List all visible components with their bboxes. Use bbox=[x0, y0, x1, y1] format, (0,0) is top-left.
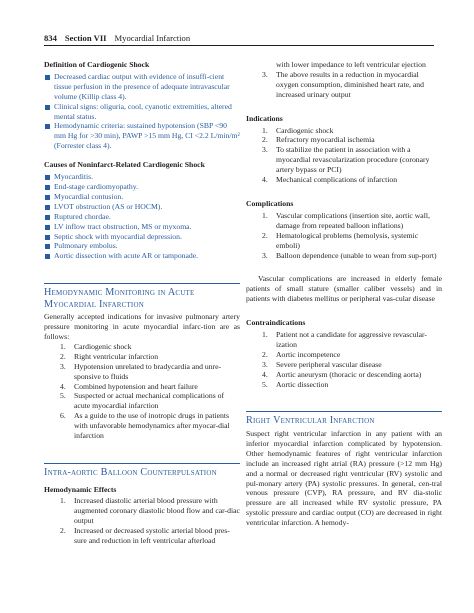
chapter-title: Myocardial Infarction bbox=[114, 33, 191, 43]
list-item: 2. Hematological problems (hemolysis, systemic emboli) bbox=[262, 230, 419, 250]
indications-title: Indications bbox=[246, 113, 283, 123]
list-item: Pulmonary embolus. bbox=[44, 241, 240, 251]
header-rule bbox=[44, 45, 434, 46]
definition-title: Definition of Cardiogenic Shock bbox=[44, 60, 150, 69]
effects-list bbox=[44, 496, 240, 546]
running-header bbox=[44, 29, 434, 43]
definition-list bbox=[44, 72, 240, 151]
complications-list bbox=[246, 211, 442, 261]
list-item: 2. Refractory myocardial ischemia bbox=[262, 135, 375, 145]
hemodynamic-monitoring-heading: Hemodynamic Monitoring in Acute Myocardial Infarction bbox=[44, 283, 240, 310]
iabp-heading: Intra-aortic Balloon Counterpulsation bbox=[44, 463, 240, 479]
hemodynamic-effects-title: Hemodynamic Effects bbox=[44, 484, 117, 494]
rv-infarction-paragraph: Suspect right ventricular infarction in any patient with an inferior myocardial infarction complicated by hypotension. Other hemodynamic features of right ventricular infarction include an increased right atrial (RA) pressure (>12 mm Hg) and a normal or decreased right ventricular (RV) systolic and pul-monary artery (PA) systolic pressures. In general, cen-tral venous pressure (CVP), RA pressure, and RV dia-stolic pressure are all increased while RV systolic pressure, PA systolic pressure and cardiac output (CO) are decreased in right ventricular infarction. A hemody- bbox=[246, 428, 442, 528]
list-item: Clinical signs: oliguria, cool, cyanotic extremities, altered mental status. bbox=[44, 102, 240, 122]
list-item: 4. Mechanical complications of infarction bbox=[262, 175, 398, 185]
section-label: Section VII bbox=[64, 33, 107, 43]
list-item: 3. The above results in a reduction in myocardial oxygen consumption, diminished heart rate, and increased urinary output bbox=[262, 69, 424, 99]
list-item: Decreased cardiac output with evidence of insuffi-cient tissue perfusion in the presence of adequate intravascular volume (Killip class 4). bbox=[44, 72, 240, 102]
list-item: with lower impedance to left ventricular ejection bbox=[276, 60, 426, 69]
list-item: 5. Suspected or actual mechanical complications of acute myocardial infarction bbox=[60, 391, 225, 411]
complications-title: Complications bbox=[246, 198, 294, 208]
left-column bbox=[44, 60, 240, 546]
list-item: 2. Aortic incompetence bbox=[262, 349, 341, 359]
list-item: 2. Right ventricular infarction bbox=[60, 351, 159, 361]
list-item: 2. Increased or decreased systolic arterial blood pres-sure and reduction in left ventricular afterload bbox=[60, 526, 230, 546]
list-item: 6. As a guide to the use of inotropic drugs in patients with unfavorable hemodynamics after myocar-dial infarction bbox=[60, 411, 230, 441]
list-item: 1. Cardiogenic shock bbox=[60, 341, 132, 351]
contraindications-title: Contraindications bbox=[246, 318, 306, 328]
vascular-complications-paragraph: Vascular complications are increased in elderly female patients of small stature (smaller caliber vessels) and in patients with diabetes mellitus or peripheral vas-cular disease bbox=[246, 274, 442, 304]
hemodynamic-list bbox=[44, 342, 240, 441]
list-item: Septic shock with myocardial depression. bbox=[44, 232, 240, 242]
list-item: End-stage cardiomyopathy. bbox=[44, 182, 240, 192]
list-item: Myocardial contusion. bbox=[44, 192, 240, 202]
list-item: Hemodynamic criteria: sustained hypotension (SBP <90 mm Hg for >30 min), PAWP >15 mm Hg, CI <2.2 L/min/m² (Forrester class 4). bbox=[44, 121, 240, 151]
list-item: 3. Balloon dependence (unable to wean from sup-port) bbox=[262, 250, 437, 260]
effects-list-continued bbox=[246, 60, 442, 100]
hemodynamic-intro: Generally accepted indications for invasive pulmonary artery pressure monitoring in acute myocardial infarc-tion are as follows: bbox=[44, 312, 240, 342]
list-item: 1. Increased diastolic arterial blood pressure with augmented coronary diastolic blood flow and car-diac output bbox=[60, 496, 240, 526]
rv-infarction-heading: Right Ventricular Infarction bbox=[246, 411, 442, 427]
contraindications-list bbox=[246, 330, 442, 389]
causes-list bbox=[44, 172, 240, 261]
list-item: Aortic dissection with acute AR or tamponade. bbox=[44, 251, 240, 261]
indications-list bbox=[246, 126, 442, 185]
page-number: 834 bbox=[44, 33, 57, 43]
list-item: 1. Patient not a candidate for aggressive revascular-ization bbox=[262, 330, 427, 349]
list-item: 4. Combined hypotension and heart failure bbox=[60, 381, 198, 391]
list-item: 3. Severe peripheral vascular disease bbox=[262, 359, 382, 369]
right-column bbox=[246, 60, 442, 528]
list-item: 3. Hypotension unrelated to bradycardia and unre-sponsive to fluids bbox=[60, 361, 222, 381]
list-item: Ruptured chordae. bbox=[44, 212, 240, 222]
list-item: LVOT obstruction (AS or HOCM). bbox=[44, 202, 240, 212]
list-item: 1. Cardiogenic shock bbox=[262, 125, 334, 135]
list-item: 3. To stabilize the patient in association with a myocardial revascularization procedure (coronary artery bypass or PCI) bbox=[262, 145, 430, 175]
list-item: 5. Aortic dissection bbox=[262, 379, 329, 389]
causes-title: Causes of Noninfarct-Related Cardiogenic Shock bbox=[44, 160, 205, 170]
list-item: LV inflow tract obstruction, MS or myxoma. bbox=[44, 222, 240, 232]
list-item: 4. Aortic aneurysm (thoracic or descending aorta) bbox=[262, 369, 422, 379]
list-item: 1. Vascular complications (insertion site, aortic wall, damage from repeated balloon inflations) bbox=[262, 210, 430, 230]
list-item: Myocarditis. bbox=[44, 172, 240, 182]
